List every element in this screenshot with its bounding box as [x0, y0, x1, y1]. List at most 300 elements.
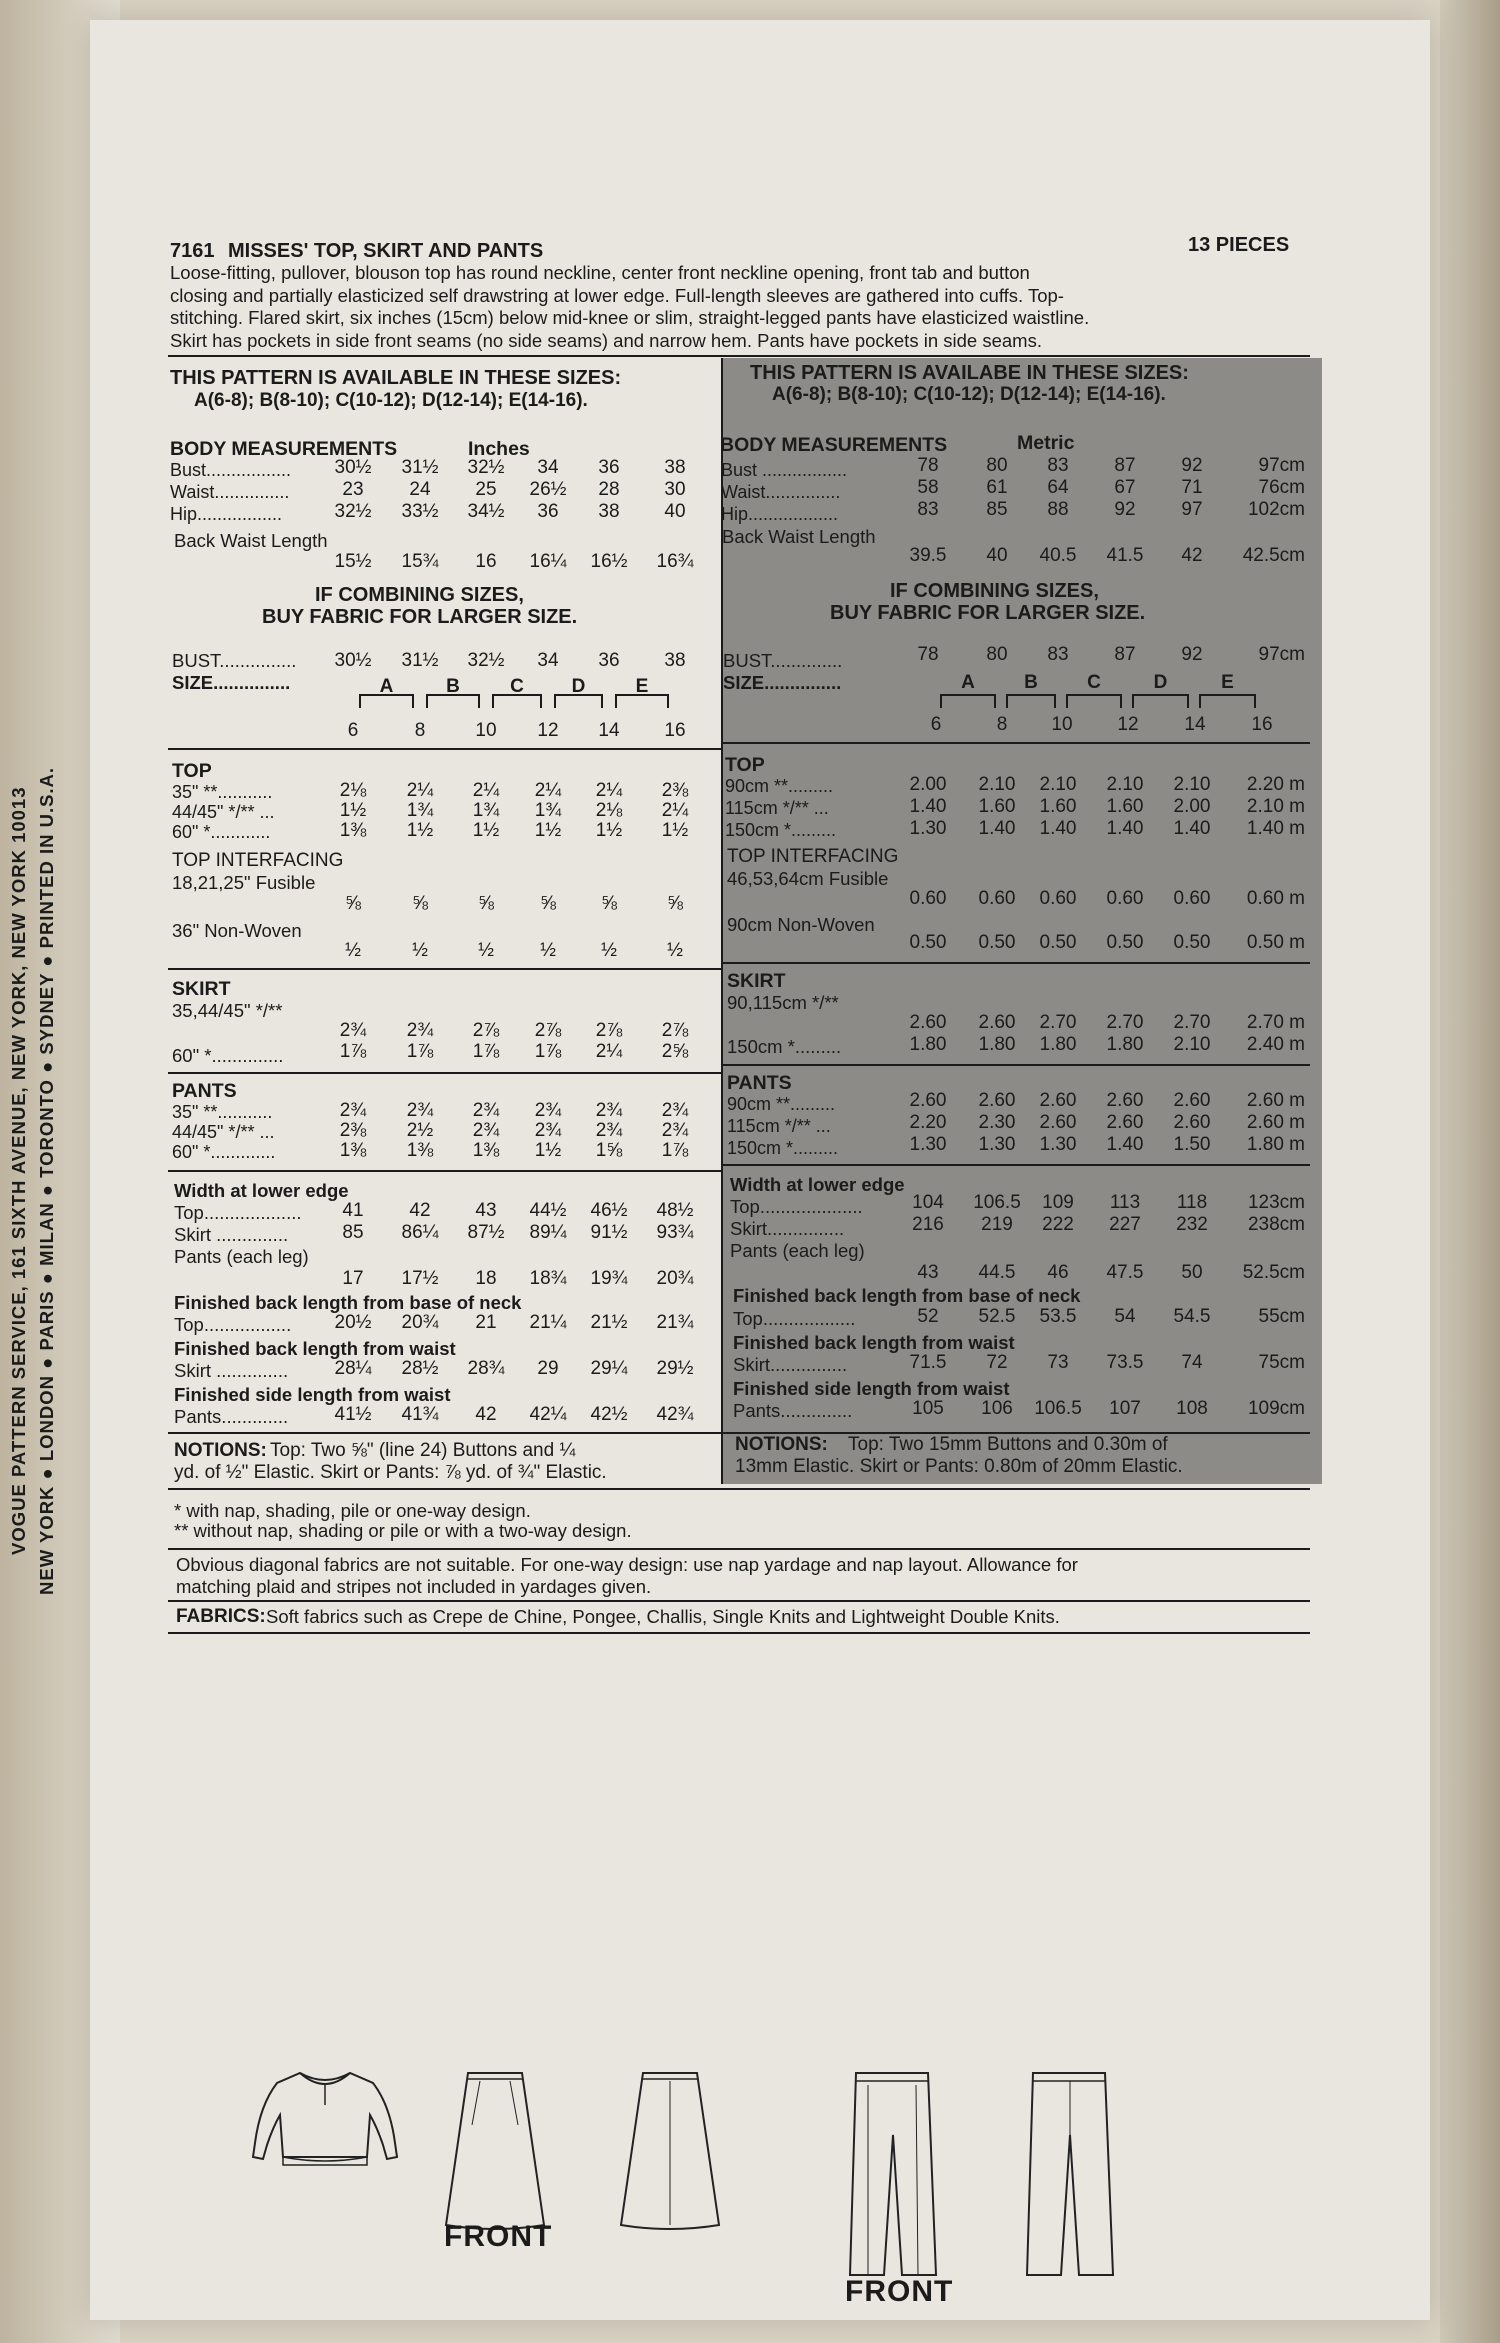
yardage: 2.60: [978, 1012, 1016, 1033]
measure: 50: [1181, 1262, 1203, 1283]
pattern-number: 7161: [170, 240, 215, 262]
measure: 238cm: [1247, 1214, 1305, 1235]
yardage: 1.60: [1106, 796, 1144, 817]
yardage: 2⅞: [661, 1020, 689, 1041]
measure: 73.5: [1106, 1352, 1144, 1373]
yardage: 2.70: [1039, 1012, 1077, 1033]
measure: 28½: [401, 1358, 439, 1379]
measure-value: 61: [986, 477, 1008, 498]
measure: 53.5: [1039, 1306, 1077, 1327]
yardage: 2⅞: [472, 1020, 500, 1041]
measure: 89¼: [529, 1222, 567, 1243]
section-top: TOP: [725, 754, 765, 776]
measure-value: 34: [537, 457, 559, 478]
yardage: ⅝: [478, 893, 494, 914]
measure-label: Waist...............: [170, 482, 290, 502]
yardage: 2¾: [339, 1100, 367, 1121]
combine-note: IF COMBINING SIZES,: [890, 580, 1099, 602]
measure-value: 97: [1181, 499, 1203, 520]
measure-value: 83: [1047, 455, 1069, 476]
fabric-width: 90,115cm */**: [727, 992, 839, 1013]
interfacing-fusible: 46,53,64cm Fusible: [727, 868, 889, 889]
yardage: 2¼: [406, 780, 434, 801]
size-number: 16: [1251, 714, 1273, 735]
measure: 29¼: [590, 1358, 628, 1379]
section-interfacing: TOP INTERFACING: [172, 850, 344, 871]
measure: 18: [475, 1268, 497, 1289]
section-top: TOP: [172, 760, 212, 782]
yardage: 2.40 m: [1246, 1034, 1305, 1055]
yardage: 1¾: [534, 800, 562, 821]
measure: 55cm: [1258, 1306, 1305, 1327]
measure: 20¾: [656, 1268, 694, 1289]
yardage: 1¾: [406, 800, 434, 821]
finished-side-waist: Finished side length from waist: [174, 1384, 451, 1405]
skirt-sketch-2: [615, 2065, 725, 2235]
measure: 216: [912, 1214, 944, 1235]
measure-value: 31½: [401, 457, 439, 478]
measure: 46: [1047, 1262, 1069, 1283]
back-waist-value: 15¾: [401, 551, 439, 572]
footnote-divider: [168, 1548, 1310, 1550]
fabric-width: 150cm *.........: [727, 1138, 839, 1158]
yardage: 1.40: [1039, 818, 1077, 839]
measure: 113: [1109, 1192, 1141, 1213]
measure: 52.5cm: [1242, 1262, 1305, 1283]
fabric-width: 60" *.............: [172, 1142, 276, 1162]
section-interfacing: TOP INTERFACING: [727, 846, 899, 867]
fabric-note: matching plaid and stripes not included in yardages given.: [176, 1576, 652, 1597]
yardage: 0.60: [978, 888, 1016, 909]
fsw-pants: Pants.............: [174, 1406, 289, 1427]
measure: 28¼: [334, 1358, 372, 1379]
yardage: ⅝: [540, 893, 556, 914]
measure: 227: [1109, 1214, 1141, 1235]
yardage: 0.50: [1106, 932, 1144, 953]
notions-label: NOTIONS:: [735, 1434, 828, 1455]
size-letter: B: [446, 676, 460, 697]
spine-cities: NEW YORK ● LONDON ● PARIS ● MILAN ● TORONTO ● SYDNEY ● PRINTED IN U.S.A.: [36, 766, 57, 1595]
width-skirt: Skirt...............: [730, 1218, 845, 1239]
bust-value: 92: [1181, 644, 1203, 665]
yardage: 2.00: [1173, 796, 1211, 817]
measure-value: 24: [409, 479, 431, 500]
size-letter: A: [961, 672, 975, 693]
interfacing-fusible: 18,21,25" Fusible: [172, 872, 316, 893]
measure: 232: [1176, 1214, 1208, 1235]
yardage: 2⅞: [595, 1020, 623, 1041]
yardage: 1.30: [909, 1134, 947, 1155]
size-bracket: [940, 694, 996, 708]
yardage: 1½: [661, 820, 689, 841]
size-number: 12: [1117, 714, 1139, 735]
yardage: 1.30: [1039, 1134, 1077, 1155]
yardage: 2.60: [1039, 1112, 1077, 1133]
right-divider: [722, 962, 1310, 964]
description-line: Loose-fitting, pullover, blouson top has round neckline, center front neckline opening, front tab and button: [170, 262, 1030, 283]
size-number: 10: [1051, 714, 1073, 735]
measure: 118: [1176, 1192, 1208, 1213]
section-pants: PANTS: [727, 1072, 792, 1094]
measure: 219: [981, 1214, 1013, 1235]
yardage: 2.60 m: [1246, 1090, 1305, 1111]
yardage: 2¾: [406, 1100, 434, 1121]
measure-value: 92: [1181, 455, 1203, 476]
right-availability: THIS PATTERN IS AVAILABE IN THESE SIZES:: [750, 362, 1189, 384]
size-number: 6: [930, 714, 942, 735]
measure: 123cm: [1247, 1192, 1305, 1213]
yardage: 0.50 m: [1246, 932, 1305, 953]
yardage: 0.50: [978, 932, 1016, 953]
yardage: 2.60: [1039, 1090, 1077, 1111]
envelope-edge: [1440, 0, 1500, 2343]
width-pants: Pants (each leg): [730, 1240, 865, 1261]
bust-value: 38: [664, 650, 686, 671]
measure-value: 83: [917, 499, 939, 520]
measure-label: Hip.................: [170, 504, 283, 524]
measure-value: 36: [598, 457, 620, 478]
measure: 105: [912, 1398, 944, 1419]
measure-value: 34½: [467, 501, 505, 522]
measure: 29½: [656, 1358, 694, 1379]
measure-value: 23: [342, 479, 364, 500]
size-letter: D: [571, 676, 586, 697]
measure: 106.5: [1034, 1398, 1082, 1419]
yardage: 1.60: [978, 796, 1016, 817]
back-waist-value: 41.5: [1106, 545, 1144, 566]
yardage: 2.60: [1173, 1112, 1211, 1133]
bust-value: 80: [986, 644, 1008, 665]
measure-value: 64: [1047, 477, 1069, 498]
yardage: 2¼: [534, 780, 562, 801]
right-body-measurements: BODY MEASUREMENTS: [720, 434, 948, 456]
measure: 87½: [467, 1222, 505, 1243]
measure-value: 71: [1181, 477, 1203, 498]
combine-note: BUY FABRIC FOR LARGER SIZE.: [262, 606, 578, 628]
yardage: ½: [345, 940, 361, 961]
yardage: ½: [667, 940, 683, 961]
measure: 222: [1042, 1214, 1074, 1235]
left-body-measurements: BODY MEASUREMENTS: [170, 438, 398, 460]
skirt-sketch-1: [440, 2065, 550, 2235]
yardage: 1.40: [978, 818, 1016, 839]
bust-value: 34: [537, 650, 559, 671]
measure-value: 102cm: [1247, 499, 1305, 520]
measure: 29: [537, 1358, 559, 1379]
back-waist-value: 42.5cm: [1242, 545, 1305, 566]
pants-sketch-1: [838, 2065, 948, 2285]
yardage: 0.50: [909, 932, 947, 953]
measure-value: 87: [1114, 455, 1136, 476]
back-waist-value: 42: [1181, 545, 1203, 566]
yardage: 2.10: [1173, 774, 1211, 795]
size-number: 10: [475, 720, 497, 741]
yardage: 2.60: [1106, 1112, 1144, 1133]
yardage: 1½: [472, 820, 500, 841]
yardage: 2⅞: [534, 1020, 562, 1041]
yardage: 1.60: [1039, 796, 1077, 817]
yardage: 0.60: [1106, 888, 1144, 909]
measure: 42¾: [656, 1404, 694, 1425]
yardage: 1½: [534, 820, 562, 841]
measure: 86¼: [401, 1222, 439, 1243]
bust-value: 30½: [334, 650, 372, 671]
yardage: 1⅞: [534, 1041, 562, 1062]
size-number: 14: [598, 720, 620, 741]
fabric-width: 44/45" */** ...: [172, 1122, 275, 1142]
bust-value: 32½: [467, 650, 505, 671]
section-pants: PANTS: [172, 1080, 237, 1102]
left-divider: [168, 1170, 723, 1172]
measure: 106.5: [973, 1192, 1021, 1213]
measure: 47.5: [1106, 1262, 1144, 1283]
size-label: SIZE...............: [172, 672, 291, 693]
spine-address: VOGUE PATTERN SERVICE, 161 SIXTH AVENUE, NEW YORK, NEW YORK 10013: [8, 786, 29, 1555]
size-number: 8: [996, 714, 1008, 735]
measure: 74: [1181, 1352, 1203, 1373]
fabric-width: 35,44/45" */**: [172, 1000, 283, 1021]
yardage: 1.40: [1173, 818, 1211, 839]
yardage: 1⅞: [661, 1140, 689, 1161]
fbn-top: Top..................: [733, 1308, 856, 1329]
measure-value: 40: [664, 501, 686, 522]
yardage: 2¾: [472, 1100, 500, 1121]
right-divider: [722, 1064, 1310, 1066]
measure-value: 92: [1114, 499, 1136, 520]
measure: 46½: [590, 1200, 628, 1221]
yardage: 1⅜: [472, 1140, 500, 1161]
description-line: stitching. Flared skirt, six inches (15cm) below mid-knee or slim, straight-legged pants have elasticized waistline.: [170, 307, 1090, 328]
yardage: 1⅜: [339, 820, 367, 841]
measure-label: Waist...............: [721, 482, 841, 502]
measure: 52.5: [978, 1306, 1016, 1327]
fabric-width: 90cm **.........: [725, 776, 834, 796]
yardage: 2¼: [595, 1041, 623, 1062]
measure: 107: [1109, 1398, 1141, 1419]
size-letter: A: [379, 676, 394, 697]
yardage: 2.70 m: [1246, 1012, 1305, 1033]
yardage: 1.40: [909, 796, 947, 817]
size-number: 8: [414, 720, 426, 741]
measure: 21½: [590, 1312, 628, 1333]
fabric-width: 115cm */** ...: [725, 798, 829, 818]
yardage: 2½: [406, 1120, 434, 1141]
yardage: 1⅝: [595, 1140, 623, 1161]
left-divider: [168, 1072, 723, 1074]
size-number: 12: [537, 720, 559, 741]
measure: 44.5: [978, 1262, 1016, 1283]
measure-value: 76cm: [1258, 477, 1305, 498]
bust-value: 31½: [401, 650, 439, 671]
bust-label: BUST..............: [723, 650, 843, 671]
measure: 109cm: [1247, 1398, 1305, 1419]
measure: 17½: [401, 1268, 439, 1289]
yardage: ½: [540, 940, 556, 961]
measure: 43: [917, 1262, 939, 1283]
yardage: ⅝: [601, 893, 617, 914]
width-lower-edge: Width at lower edge: [730, 1174, 905, 1195]
yardage: 1.30: [978, 1134, 1016, 1155]
measure: 52: [917, 1306, 939, 1327]
measure: 54: [1114, 1306, 1136, 1327]
measure-value: 58: [917, 477, 939, 498]
measure-value: 30½: [334, 457, 372, 478]
measure: 42: [475, 1404, 497, 1425]
back-waist-value: 15½: [334, 551, 372, 572]
yardage: 2¾: [406, 1020, 434, 1041]
measure: 20½: [334, 1312, 372, 1333]
back-waist-value: 16¼: [529, 551, 567, 572]
pants-sketch-2: [1015, 2065, 1125, 2285]
yardage: ½: [478, 940, 494, 961]
measure: 72: [986, 1352, 1008, 1373]
yardage: 2¼: [595, 780, 623, 801]
measure-label: Bust.................: [170, 460, 292, 480]
measure: 73: [1047, 1352, 1069, 1373]
finished-back-neck: Finished back length from base of neck: [733, 1285, 1081, 1306]
size-bracket: [1006, 694, 1056, 708]
header-divider: [168, 355, 1310, 357]
yardage: 0.60: [1173, 888, 1211, 909]
right-divider: [722, 742, 1310, 744]
yardage: 1.80 m: [1246, 1134, 1305, 1155]
yardage: 2.20 m: [1246, 774, 1305, 795]
yardage: 1.80: [978, 1034, 1016, 1055]
fabric-width: 44/45" */** ...: [172, 802, 275, 822]
description-line: closing and partially elasticized self drawstring at lower edge. Full-length sleeves are gathered into cuffs. Top-: [170, 284, 1064, 306]
yardage: 2.60: [1106, 1090, 1144, 1111]
fabrics-text: Soft fabrics such as Crepe de Chine, Pongee, Challis, Single Knits and Lightweight Double Knits.: [266, 1606, 1060, 1627]
yardage: 2.60: [978, 1090, 1016, 1111]
measure-value: 32½: [334, 501, 372, 522]
yardage: 2¾: [661, 1100, 689, 1121]
right-unit: Metric: [1017, 432, 1075, 454]
fsw-pants: Pants..............: [733, 1400, 853, 1421]
fabrics-label: FABRICS:: [176, 1606, 266, 1627]
measure: 41½: [334, 1404, 372, 1425]
bust-value: 36: [598, 650, 620, 671]
measure-value: 33½: [401, 501, 439, 522]
size-letter: E: [1221, 672, 1234, 693]
bust-value: 78: [917, 644, 939, 665]
back-waist-value: 16: [475, 551, 497, 572]
measure: 71.5: [909, 1352, 947, 1373]
footnote-divider: [168, 1488, 1310, 1490]
back-waist-label: Back Waist Length: [722, 526, 876, 547]
yardage: 2⅝: [661, 1041, 689, 1062]
measure-value: 97cm: [1258, 455, 1305, 476]
yardage: 1.40: [1106, 818, 1144, 839]
measure: 93¾: [656, 1222, 694, 1243]
yardage: 2¾: [595, 1120, 623, 1141]
fabric-width: 35" **...........: [172, 782, 273, 802]
measure: 91½: [590, 1222, 628, 1243]
yardage: 0.60 m: [1246, 888, 1305, 909]
yardage: 1.40: [1106, 1134, 1144, 1155]
footnote-nap: * with nap, shading, pile or one-way design.: [174, 1500, 531, 1521]
size-bracket: [1066, 694, 1122, 708]
size-letter: C: [510, 676, 524, 697]
measure: 19¾: [590, 1268, 628, 1289]
notions-label: NOTIONS:: [174, 1440, 267, 1461]
measure: 41: [342, 1200, 364, 1221]
notions-text: Top: Two ⅝" (line 24) Buttons and ¼: [270, 1440, 576, 1461]
yardage: 2.30: [978, 1112, 1016, 1133]
measure: 28¾: [467, 1358, 505, 1379]
yardage: 2⅜: [339, 1120, 367, 1141]
measure: 18¾: [529, 1268, 567, 1289]
back-waist-value: 40.5: [1039, 545, 1077, 566]
measure: 21¼: [529, 1312, 567, 1333]
measure-value: 32½: [467, 457, 505, 478]
yardage: 2.10: [1039, 774, 1077, 795]
yardage: 2⅛: [339, 780, 367, 801]
fabric-width: 150cm *.........: [725, 820, 837, 840]
yardage: ⅝: [667, 893, 683, 914]
yardage: 2.60: [909, 1012, 947, 1033]
width-lower-edge: Width at lower edge: [174, 1180, 349, 1201]
yardage: 2.00: [909, 774, 947, 795]
size-letter: B: [1024, 672, 1038, 693]
back-waist-value: 16½: [590, 551, 628, 572]
fabric-width: 60" *..............: [172, 1045, 284, 1066]
measure-value: 67: [1114, 477, 1136, 498]
measure: 85: [342, 1222, 364, 1243]
yardage: 2⅜: [661, 780, 689, 801]
width-top: Top....................: [730, 1196, 863, 1217]
yardage: ⅝: [412, 893, 428, 914]
measure: 108: [1176, 1398, 1208, 1419]
size-bracket: [1132, 694, 1189, 708]
yardage: 2¼: [472, 780, 500, 801]
yardage: 1½: [534, 1140, 562, 1161]
fabric-width: 90cm **.........: [727, 1094, 836, 1114]
yardage: 2.10 m: [1246, 796, 1305, 817]
notions-text: 13mm Elastic. Skirt or Pants: 0.80m of 20mm Elastic.: [735, 1456, 1183, 1477]
footnote-divider: [168, 1600, 1310, 1602]
yardage: 2.60: [909, 1090, 947, 1111]
yardage: ⅝: [345, 893, 361, 914]
back-waist-value: 40: [986, 545, 1008, 566]
section-skirt: SKIRT: [172, 978, 231, 1000]
combine-note: IF COMBINING SIZES,: [315, 584, 524, 606]
measure: 41¾: [401, 1404, 439, 1425]
yardage: 1.30: [909, 818, 947, 839]
measure: 104: [912, 1192, 944, 1213]
fbw-skirt: Skirt ..............: [174, 1360, 289, 1381]
finished-side-waist: Finished side length from waist: [733, 1378, 1010, 1399]
fbn-top: Top.................: [174, 1314, 292, 1335]
yardage: 1.80: [1039, 1034, 1077, 1055]
yardage: 2.70: [1173, 1012, 1211, 1033]
finished-back-neck: Finished back length from base of neck: [174, 1292, 522, 1313]
bust-label: BUST...............: [172, 650, 297, 671]
measure-value: 26½: [529, 479, 567, 500]
size-letter: C: [1087, 672, 1101, 693]
measure-value: 85: [986, 499, 1008, 520]
interfacing-nonwoven: 36" Non-Woven: [172, 920, 302, 941]
measure: 42¼: [529, 1404, 567, 1425]
measure-value: 28: [598, 479, 620, 500]
yardage: 2¾: [534, 1120, 562, 1141]
yardage: 1¾: [472, 800, 500, 821]
size-bracket: [1199, 694, 1256, 708]
yardage: 1⅞: [339, 1041, 367, 1062]
fabric-width: 150cm *.........: [727, 1036, 842, 1057]
bust-value: 97cm: [1258, 644, 1305, 665]
size-label: SIZE...............: [723, 672, 842, 693]
yardage: ½: [601, 940, 617, 961]
